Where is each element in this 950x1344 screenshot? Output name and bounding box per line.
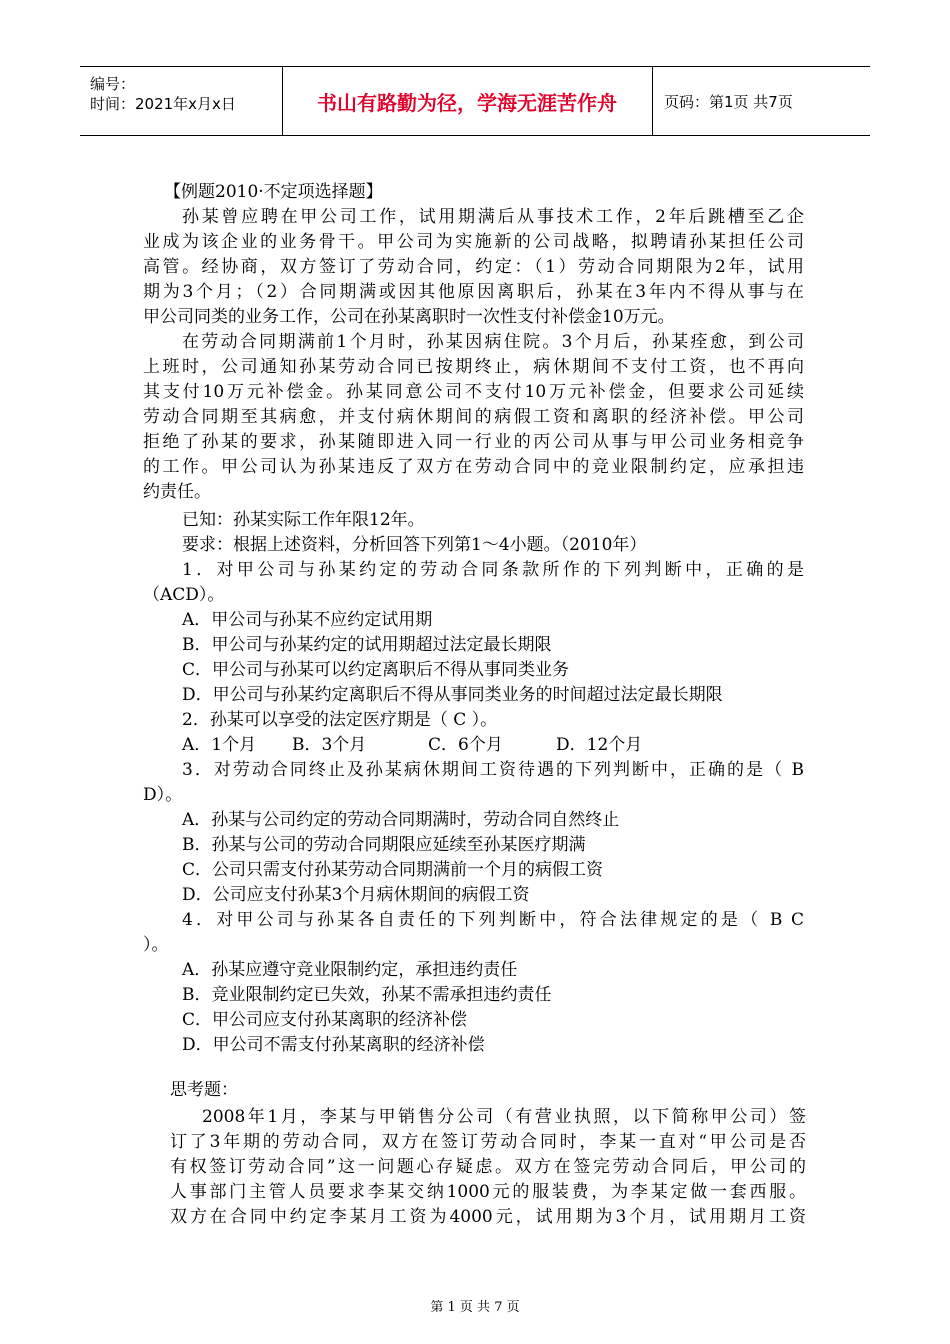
q3-option: A．孙某与公司约定的劳动合同期满时，劳动合同自然终止 [182, 810, 620, 830]
page-header [80, 66, 870, 136]
header-page-info: 页码：第1页 共7页 [664, 92, 793, 111]
p2-line: 的工作。甲公司认为孙某违反了双方在劳动合同中的竞业限制约定，应承担违 [143, 457, 804, 477]
q3-option: C．公司只需支付孙某劳动合同期满前一个月的病假工资 [182, 860, 604, 880]
question-1: 1．对甲公司与孙某约定的劳动合同条款所作的下列判断中，正确的是 [182, 560, 804, 580]
question-2: 2．孙某可以享受的法定医疗期是（ C ）。 [182, 710, 498, 730]
think-title: 思考题： [170, 1080, 238, 1100]
p2-line: 约责任。 [143, 482, 211, 502]
q1-option: C．甲公司与孙某可以约定离职后不得从事同类业务 [182, 660, 570, 680]
p2-line: 上班时，公司通知孙某劳动合同已按期终止，病休期间不支付工资，也不再向 [143, 357, 804, 377]
header-meta [80, 67, 283, 135]
question-1-answer: （ACD）。 [143, 585, 225, 605]
p1-line: 业成为该企业的业务骨干。甲公司为实施新的公司战略，拟聘请孙某担任公司 [143, 232, 804, 252]
doc-date: 时间：2021年x月x日 [90, 95, 236, 113]
p1-line: 孙某曾应聘在甲公司工作，试用期满后从事技术工作，2年后跳槽至乙企 [182, 207, 804, 227]
page-footer: 第 1 页 共 7 页 [430, 1300, 520, 1315]
q1-option: B．甲公司与孙某约定的试用期超过法定最长期限 [182, 635, 552, 655]
header-motto: 书山有路勤为径，学海无涯苦作舟 [282, 67, 653, 135]
doc-number-label: 编号： [90, 75, 136, 93]
p1-line: 高管。经协商，双方签订了劳动合同，约定：（1）劳动合同期限为2年，试用 [143, 257, 804, 277]
question-4-answer: ）。 [143, 935, 169, 955]
known-line: 已知：孙某实际工作年限12年。 [182, 510, 425, 530]
require-line: 要求：根据上述资料，分析回答下列第1～4小题。（2010年） [182, 535, 647, 555]
think-line: 有权签订劳动合同”这一问题心存疑虑。双方在签完劳动合同后，甲公司的 [170, 1157, 806, 1177]
think-line: 2008年1月，李某与甲销售分公司（有营业执照，以下简称甲公司）签 [202, 1107, 806, 1127]
think-line: 人事部门主管人员要求李某交纳1000元的服装费，为李某定做一套西服。 [170, 1182, 806, 1202]
q4-option: B．竞业限制约定已失效，孙某不需承担违约责任 [182, 985, 552, 1005]
q2-option: C．6个月 [428, 735, 503, 755]
q2-option: D．12个月 [556, 735, 643, 755]
p2-line: 其支付10万元补偿金。孙某同意公司不支付10万元补偿金，但要求公司延续 [143, 382, 804, 402]
q4-option: D．甲公司不需支付孙某离职的经济补偿 [182, 1035, 485, 1055]
question-4: 4．对甲公司与孙某各自责任的下列判断中，符合法律规定的是（ B C [182, 910, 804, 930]
q2-option: A．1个月 [182, 735, 257, 755]
question-3: 3．对劳动合同终止及孙某病休期间工资待遇的下列判断中，正确的是（ B [182, 760, 804, 780]
question-3-answer: D）。 [143, 785, 183, 805]
q4-option: C．甲公司应支付孙某离职的经济补偿 [182, 1010, 468, 1030]
p1-line: 期为3个月；（2）合同期满或因其他原因离职后，孙某在3年内不得从事与在 [143, 282, 804, 302]
q3-option: B．孙某与公司的劳动合同期限应延续至孙某医疗期满 [182, 835, 586, 855]
example-title: 【例题2010·不定项选择题】 [164, 182, 383, 202]
p2-line: 在劳动合同期满前1个月时，孙某因病住院。3个月后，孙某痊愈，到公司 [182, 332, 804, 352]
q3-option: D．公司应支付孙某3个月病休期间的病假工资 [182, 885, 530, 905]
p2-line: 拒绝了孙某的要求，孙某随即进入同一行业的丙公司从事与甲公司业务相竞争 [143, 432, 804, 452]
think-line: 订了3年期的劳动合同，双方在签订劳动合同时，李某一直对“甲公司是否 [170, 1132, 806, 1152]
p2-line: 劳动合同期至其病愈，并支付病休期间的病假工资和离职的经济补偿。甲公司 [143, 407, 804, 427]
q2-option: B．3个月 [292, 735, 367, 755]
q1-option: D．甲公司与孙某约定离职后不得从事同类业务的时间超过法定最长期限 [182, 685, 723, 705]
q4-option: A．孙某应遵守竞业限制约定，承担违约责任 [182, 960, 518, 980]
q1-option: A．甲公司与孙某不应约定试用期 [182, 610, 433, 630]
think-line: 双方在合同中约定李某月工资为4000元，试用期为3个月，试用期月工资 [170, 1207, 806, 1227]
p1-line: 甲公司同类的业务工作，公司在孙某离职时一次性支付补偿金10万元。 [143, 307, 675, 327]
